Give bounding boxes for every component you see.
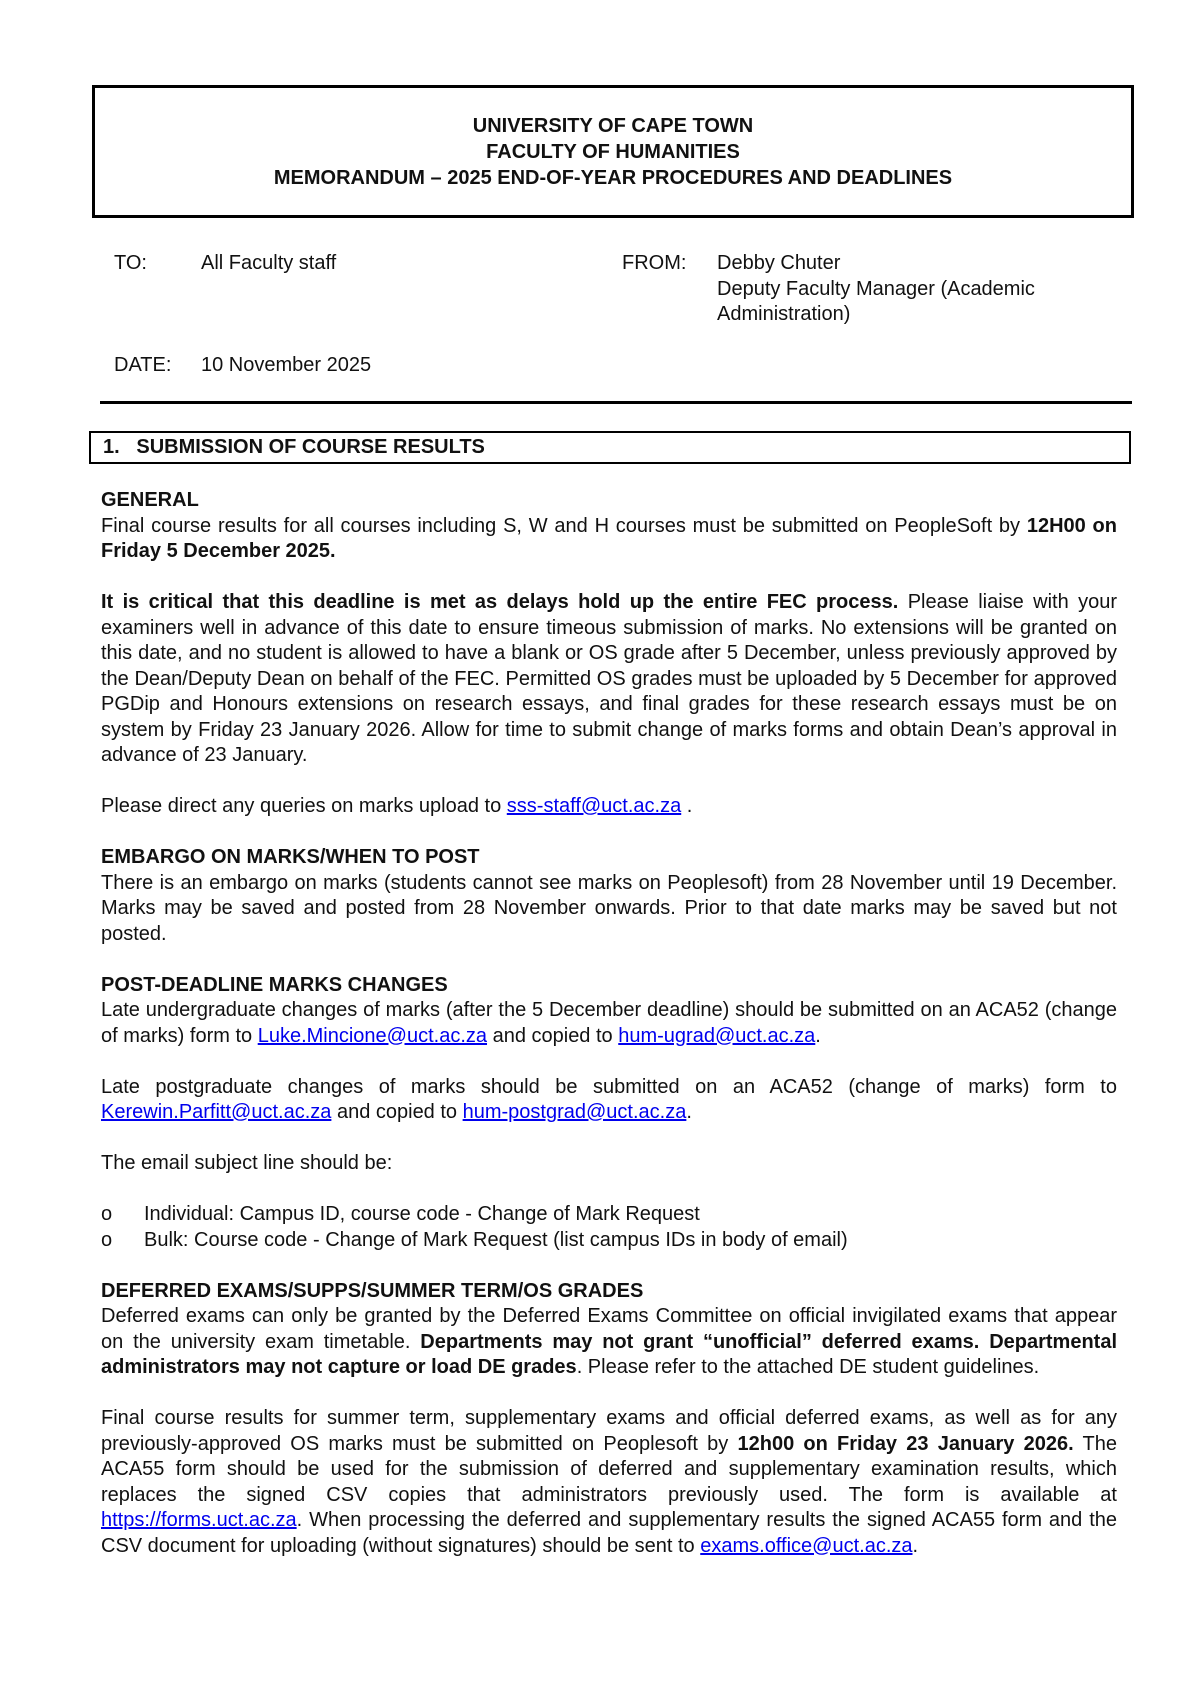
deadline-bold: 12H00 on Friday 5 December 2025. xyxy=(101,514,1117,562)
subject-line-intro: The email subject line should be: xyxy=(101,1152,393,1174)
ug-changes-paragraph: Late undergraduate changes of marks (after the 5 December deadline) should be submitted on an ACA52 (change of marks) form to Luke.Mincione@uct.ac.za and copied to hum-ugrad@uct.ac.za. xyxy=(101,999,1117,1047)
deferred-deadline-bold: 12h00 on Friday 23 January 2026. xyxy=(737,1432,1074,1455)
from-title-line2: Administration) xyxy=(717,303,851,325)
deferred-heading: DEFERRED EXAMS/SUPPS/SUMMER TERM/OS GRADES xyxy=(101,1279,644,1302)
date-label: DATE: xyxy=(114,354,172,376)
memo-header-box xyxy=(92,85,1134,218)
deferred-paragraph-2: Final course results for summer term, supplementary exams and official deferred exams, as well as for any previously-approved OS marks must be submitted on Peoplesoft by 12h00 on Friday 23 January 2026. The ACA55 form should be used for the submission of deferred and supplementary examination results, which replaces the signed CSV copies that administrators previously used. The form is available at https://forms.uct.ac.za. When processing the deferred and supplementary results the signed ACA55 form and the CSV document for uploading (without signatures) should be sent to exams.office@uct.ac.za. xyxy=(101,1407,1117,1557)
embargo-paragraph: There is an embargo on marks (students cannot see marks on Peoplesoft) from 28 November until 19 December. Marks may be saved and posted from 28 November onwards. Prior to that date marks may be saved but not posted. xyxy=(101,871,1117,945)
header-university: UNIVERSITY OF CAPE TOWN xyxy=(472,114,754,137)
sss-staff-email-link[interactable]: sss-staff@uct.ac.za xyxy=(506,795,682,817)
from-title-line1: Deputy Faculty Manager (Academic xyxy=(717,278,1035,300)
luke-mincione-email-link[interactable]: Luke.Mincione@uct.ac.za xyxy=(257,1024,488,1047)
list-item: o Bulk: Course code - Change of Mark Request (list campus IDs in body of email) xyxy=(101,1228,1117,1254)
from-name: Debby Chuter xyxy=(717,252,841,274)
header-title: MEMORANDUM – 2025 END-OF-YEAR PROCEDURES AND DEADLINES xyxy=(273,166,953,189)
hum-postgrad-email-link[interactable]: hum-postgrad@uct.ac.za xyxy=(462,1101,687,1123)
header-faculty: FACULTY OF HUMANITIES xyxy=(486,140,740,163)
to-label: TO: xyxy=(114,252,147,274)
deferred-warning-bold: Departments may not grant “unofficial” deferred exams. Departmental administrators may not capture or load DE grades xyxy=(101,1330,1118,1378)
pg-changes-paragraph: Late postgraduate changes of marks should be submitted on an ACA52 (change of marks) form to Kerewin.Parfitt@uct.ac.za and copied to hum-postgrad@uct.ac.za. xyxy=(101,1075,1117,1123)
header-divider xyxy=(100,401,1132,404)
general-heading: GENERAL xyxy=(101,489,199,511)
general-paragraph-2: It is critical that this deadline is met as delays hold up the entire FEC process. Please liaise with your examiners well in advance of this date to ensure timeous submission of marks. No extensions will be granted on this date, and no student is allowed to have a blank or OS grade after 5 December, unless previously approved by the Dean/Deputy Dean on behalf of the FEC. Permitted OS grades must be uploaded by 5 December for approved PGDip and Honours extensions on research essays, and final grades for these research essays must be on system by Friday 23 January 2026. Allow for time to submit change of marks forms and obtain Dean’s approval in advance of 23 January. xyxy=(101,591,1117,766)
hum-ugrad-email-link[interactable]: hum-ugrad@uct.ac.za xyxy=(618,1024,816,1047)
kerewin-parfitt-email-link[interactable]: Kerewin.Parfitt@uct.ac.za xyxy=(101,1101,332,1123)
section-title: 1. SUBMISSION OF COURSE RESULTS xyxy=(89,431,1131,464)
general-paragraph-3: Please direct any queries on marks upload to sss-staff@uct.ac.za . xyxy=(101,795,693,817)
from-label: FROM: xyxy=(622,252,687,274)
to-value: All Faculty staff xyxy=(201,252,337,274)
bullet-marker: o xyxy=(101,1228,113,1251)
list-item: o Individual: Campus ID, course code - Change of Mark Request xyxy=(101,1202,1117,1228)
exams-office-email-link[interactable]: exams.office@uct.ac.za xyxy=(700,1534,913,1557)
memo-body xyxy=(101,488,1117,1585)
subject-line-list xyxy=(101,1202,1117,1253)
general-paragraph-1: Final course results for all courses including S, W and H courses must be submitted on PeopleSoft by 12H00 on Friday 5 December 2025. xyxy=(101,514,1117,562)
forms-uct-link[interactable]: https://forms.uct.ac.za xyxy=(101,1509,297,1531)
bullet-marker: o xyxy=(101,1203,113,1225)
critical-note: It is critical that this deadline is met as delays hold up the entire FEC process. xyxy=(101,591,899,613)
post-deadline-heading: POST-DEADLINE MARKS CHANGES xyxy=(101,973,448,996)
embargo-heading: EMBARGO ON MARKS/WHEN TO POST xyxy=(101,846,480,868)
deferred-paragraph-1: Deferred exams can only be granted by the Deferred Exams Committee on official invigilated exams that appear on the university exam timetable. Departments may not grant “unofficial” deferred exams. Departmental administrators may not capture or load DE grades. Please refer to the attached DE student guidelines. xyxy=(101,1305,1118,1378)
date-value: 10 November 2025 xyxy=(201,354,372,376)
